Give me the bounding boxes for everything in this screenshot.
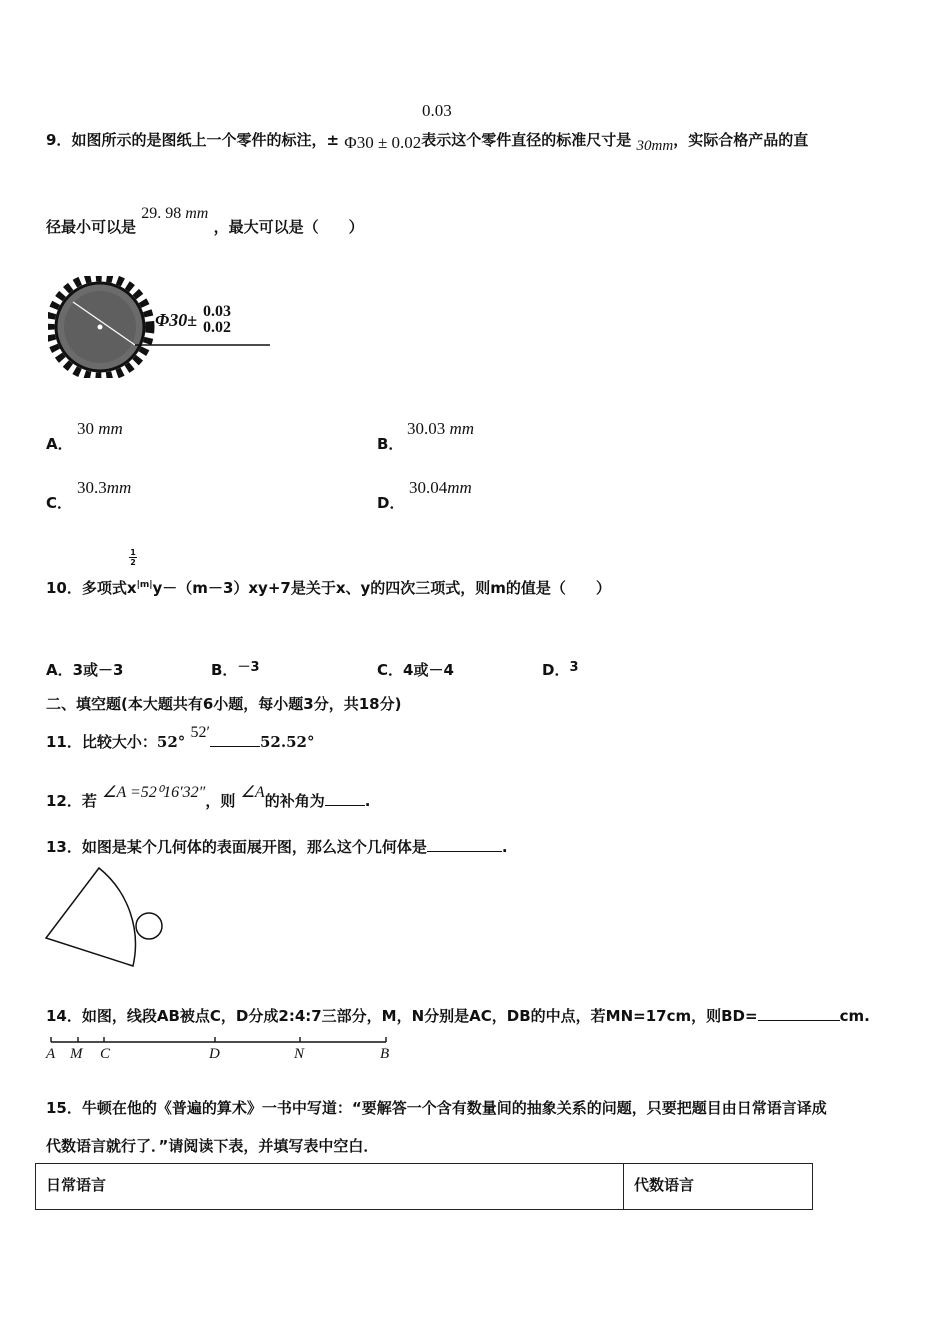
point-d-label: D: [209, 1046, 220, 1062]
q10-option-d: D．3: [542, 660, 579, 679]
q13-text: 如图是某个几何体的表面展开图，那么这个几何体是: [81, 838, 427, 856]
q9-text1: 如图所示的是图纸上一个零件的标注，: [71, 131, 327, 149]
gear-center-dot: [98, 325, 103, 330]
q13-answer-blank[interactable]: [427, 837, 502, 852]
q9-tolerance-upper: 0.03: [422, 101, 452, 120]
q9-phi-expression: Φ30 ± 0.02: [344, 133, 422, 152]
q13-net-figure: [40, 862, 170, 974]
section-2-heading: 二、填空题(本大题共有6小题，每小题3分，共18分): [46, 695, 402, 713]
q9-option-b-letter: B．: [377, 435, 404, 453]
q10-line: [46, 577, 611, 598]
q14-answer-blank[interactable]: [758, 1006, 840, 1021]
q14-segment-figure: [44, 1034, 394, 1064]
q9-text3: ，实际合格产品的直: [673, 131, 809, 149]
q13-number: 13．: [46, 838, 82, 856]
q14-unit: cm.: [839, 1007, 870, 1025]
q9-option-d-value: 30.04mm: [409, 478, 472, 497]
q12-text3: 的补角为: [264, 792, 325, 810]
q12-text1: 若: [81, 792, 97, 810]
q15-line1: [46, 1097, 827, 1118]
table-header-algebraic-language: 代数语言: [624, 1164, 813, 1210]
q10-text-a: 多项式: [81, 579, 127, 597]
q12-text2: ，则: [205, 792, 236, 810]
cone-sector-shape: [46, 868, 135, 966]
q9-line1: [46, 129, 809, 154]
q11-answer-blank[interactable]: [210, 732, 260, 747]
q15-table: [35, 1163, 813, 1210]
q10-fraction: 1 2: [130, 548, 136, 567]
q11-text: 比较大小：: [81, 733, 157, 751]
q11-right-value: 52.52°: [260, 733, 315, 751]
q12-angle-expression: ∠A =52⁰16′32″: [102, 784, 206, 801]
q9-pm: ±: [326, 131, 340, 149]
q9-text2: 表示这个零件直径的标准尺寸是: [421, 131, 632, 149]
q15-line2: 代数语言就行了．”请阅读下表，并填写表中空白．: [46, 1137, 379, 1155]
q10-option-b: B．－3: [211, 660, 260, 679]
q14-number: 14．: [46, 1007, 82, 1025]
table-header-daily-language: 日常语言: [36, 1164, 624, 1210]
q10-option-a: A．3或－3: [46, 661, 124, 679]
q9-text4: 径最小可以是: [46, 218, 137, 236]
q10-text-b: y－（m－3）xy+7是关于x、y的四次三项式，则m的值是（ ）: [152, 579, 611, 597]
q12-line: 12．若 ∠A =52⁰16′32″，则 ∠A的补角为 .: [46, 784, 371, 810]
q9-option-b-value: 30.03 mm: [407, 419, 475, 438]
q9-min-value: 29. 98 mm: [141, 205, 209, 222]
q11-left-value: 52°: [156, 733, 186, 751]
q15-number: 15．: [46, 1099, 82, 1117]
q12-answer-blank[interactable]: [325, 791, 365, 806]
q14-line: [46, 1005, 870, 1026]
q9-gear-figure: [48, 276, 273, 378]
q13-line: 13．如图是某个几何体的表面展开图，那么这个几何体是 .: [46, 838, 508, 856]
point-c-label: C: [100, 1046, 111, 1062]
q9-line2: [46, 205, 364, 237]
table-row: [36, 1164, 813, 1210]
q9-option-a-value: 30 mm: [77, 419, 123, 438]
q9-option-a-letter: A．: [46, 435, 73, 453]
q9-standard-size: 30mm: [636, 138, 674, 154]
figure-tol-upper: 0.03: [203, 303, 231, 320]
q9-option-d-letter: D．: [377, 494, 405, 512]
point-a-label: A: [46, 1046, 56, 1062]
q9-option-c-letter: C．: [46, 494, 73, 512]
point-n-label: N: [294, 1046, 305, 1062]
q14-text: 如图，线段AB被点C，D分成2:4:7三部分，M，N分别是AC，DB的中点，若MN=17cm，则BD=: [81, 1007, 758, 1025]
q10-term-x: x: [126, 579, 137, 597]
q15-text-line1: 牛顿在他的《普遍的算术》一书中写道：“要解答一个含有数量间的抽象关系的问题，只要把题目由日常语言译成: [81, 1099, 827, 1117]
cone-base-circle: [136, 913, 162, 939]
point-b-label: B: [380, 1046, 390, 1062]
q11-number: 11．: [46, 733, 82, 751]
q12-number: 12．: [46, 792, 82, 810]
figure-phi-label: Φ30±: [155, 310, 198, 330]
q11-superscript: 52′: [190, 724, 210, 741]
q11-line: [46, 724, 315, 752]
q9-number: 9．: [46, 131, 72, 149]
q9-text5: ，最大可以是（ ）: [213, 218, 364, 236]
q10-option-c: C．4或－4: [377, 661, 454, 679]
figure-tol-lower: 0.02: [203, 319, 231, 336]
point-m-label: M: [70, 1046, 83, 1062]
q9-option-c-value: 30.3mm: [77, 478, 132, 497]
q12-angle-a: ∠A: [240, 784, 265, 801]
q10-number: 10．: [46, 579, 82, 597]
q10-exponent: |m|: [136, 580, 153, 590]
